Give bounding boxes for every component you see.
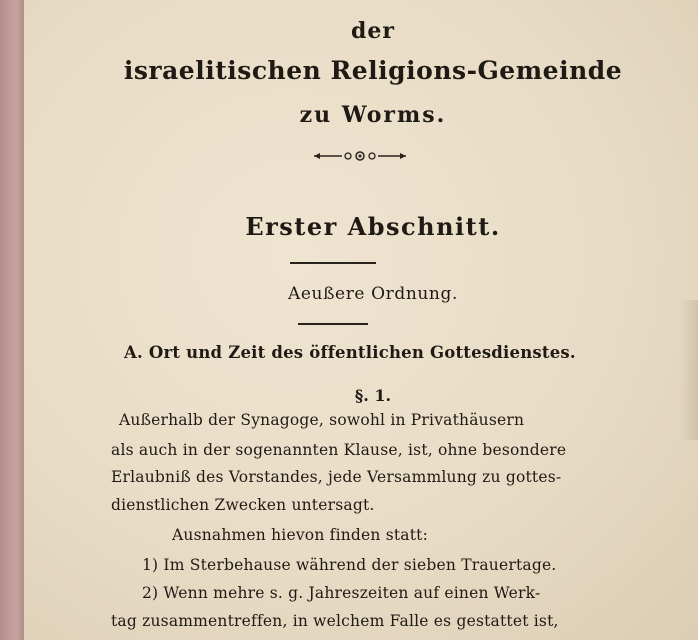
section-subtitle: Aeußere Ordnung. <box>288 284 458 304</box>
section-title: Erster Abschnitt. <box>245 212 501 241</box>
header-der: der <box>351 18 395 44</box>
paragraph-line-4: dienstlichen Zwecken untersagt. <box>111 496 375 514</box>
header-title: israelitischen Religions-Gemeinde <box>123 56 623 85</box>
header-place: zu Worms. <box>299 102 447 128</box>
exception-2: 2) Wenn mehre s. g. Jahreszeiten auf einen Werk- <box>142 584 541 602</box>
paragraph-line-1: Außerhalb der Synagoge, sowohl in Privathäusern <box>119 411 525 429</box>
exception-1: 1) Im Sterbehause während der sieben Trauertage. <box>142 556 557 574</box>
divider-rule-1 <box>290 262 376 264</box>
decorative-ornament-icon <box>312 148 408 164</box>
exception-2-continued: tag zusammentreffen, in welchem Falle es gestattet ist, <box>111 612 559 630</box>
paragraph-line-2: als auch in der sogenannten Klause, ist, ohne besondere <box>111 441 567 459</box>
subsection-heading: A. Ort und Zeit des öffentlichen Gottesdienstes. <box>124 343 576 362</box>
paragraph-number: §. 1. <box>354 386 392 405</box>
exceptions-intro: Ausnahmen hievon finden statt: <box>172 526 429 544</box>
document-page <box>24 0 698 640</box>
paragraph-line-3: Erlaubniß des Vorstandes, jede Versammlung zu gottes- <box>111 468 562 486</box>
page-curl <box>680 300 698 440</box>
divider-rule-2 <box>298 323 368 325</box>
